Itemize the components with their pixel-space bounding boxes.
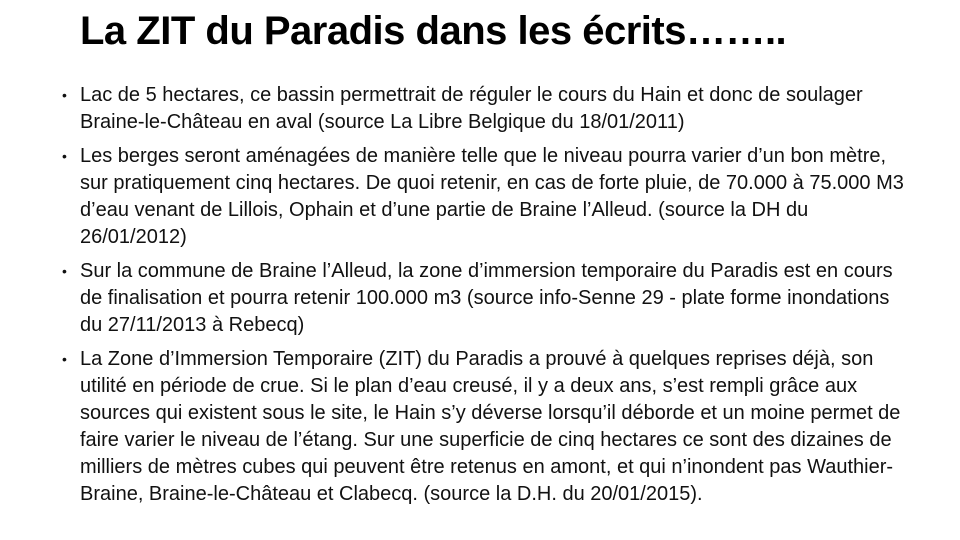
bullet-text: Sur la commune de Braine l’Alleud, la zone d’immersion temporaire du Paradis est en cours de finalisation et pourra retenir 100.000 m3 (source info-Senne 29 - plate forme inondations du 27/11/2013 à Rebecq): [80, 260, 893, 336]
bullet-item: [62, 143, 912, 251]
bullet-item: [62, 82, 912, 136]
bullet-icon: •: [62, 87, 67, 103]
bullet-list: [0, 82, 912, 508]
bullet-text: Les berges seront aménagées de manière telle que le niveau pourra varier d’un bon mètre, sur pratiquement cinq hectares. De quoi retenir, en cas de forte pluie, de 70.000 à 75.000 M3 d’eau venant de Lillois, Ophain et d’une partie de Braine l’Alleud. (source la DH du 26/01/2012): [80, 145, 904, 248]
bullet-text: La Zone d’Immersion Temporaire (ZIT) du Paradis a prouvé à quelques reprises déjà, son utilité en période de crue. Si le plan d’eau creusé, il y a deux ans, s’est rempli grâce aux sources qui existent sous le site, le Hain s’y déverse lorsqu’il déborde et un moine permet de faire varier le niveau de l’étang. Sur une superficie de cinq hectares ce sont des dizaines de milliers de mètres cubes qui peuvent être retenus en amont, et qui n’inondent pas Wauthier-Braine, Braine-le-Château et Clabecq. (source la D.H. du 20/01/2015).: [80, 348, 901, 505]
bullet-icon: •: [62, 351, 67, 367]
bullet-item: [62, 346, 912, 508]
bullet-item: [62, 258, 912, 339]
bullet-icon: •: [62, 263, 67, 279]
bullet-icon: •: [62, 148, 67, 164]
bullet-text: Lac de 5 hectares, ce bassin permettrait de réguler le cours du Hain et donc de soulager Braine-le-Château en aval (source La Libre Belgique du 18/01/2011): [80, 84, 863, 133]
slide-title: La ZIT du Paradis dans les écrits……..: [80, 9, 787, 53]
